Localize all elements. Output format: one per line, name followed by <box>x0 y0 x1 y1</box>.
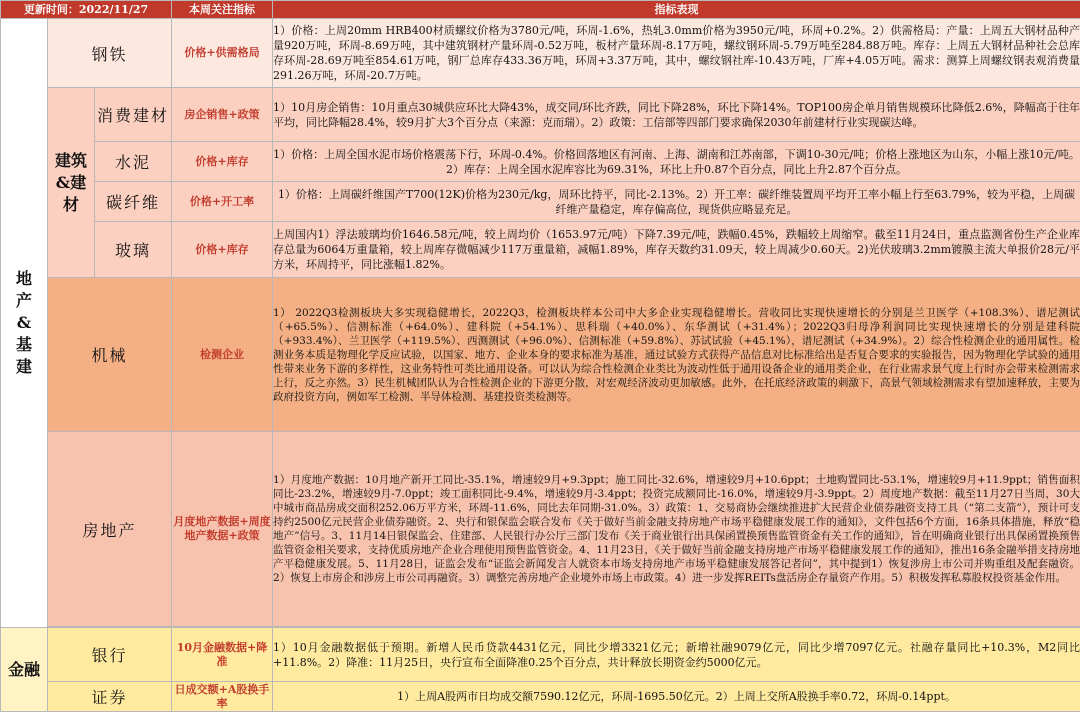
name-consumer-building: 消费建材 <box>95 88 172 142</box>
desc-steel: 1）价格：上周20mm HRB400材质螺纹价格为3780元/吨，环周-1.6%，热轧3.0mm价格为3950元/吨，环周+0.2%。2）供需格局：产量：上周五大钢材品种产量920万吨，环周-8.69万吨，其中建筑钢材产量环周-0.52万吨，板材产量环周-8.17万吨，螺纹钢环周-5.79万吨至284.88万吨。库存：上周五大钢材品种社会总库存环周-28.69万吨至854.61万吨，钢厂总库存433.36万吨，环周+3.37万吨，其中，螺纹钢社库-10.43万吨，厂库+4.05万吨。需求：测算上周螺纹钢表观消费量291.26万吨，环周-20.7万吨。 <box>273 19 1080 88</box>
indicator-bank: 10月金融数据+降准 <box>172 628 273 682</box>
indicator-column-header: 本周关注指标 <box>172 1 273 19</box>
desc-securities: 1）上周A股两市日均成交额7590.12亿元，环周-1695.50亿元。2）上周上交所A股换手率0.72，环周-0.14ppt。 <box>273 682 1080 712</box>
row-property <box>1 432 1080 627</box>
header-row <box>1 1 1080 19</box>
row-consumer <box>1 88 1080 142</box>
name-machinery: 机械 <box>48 278 172 432</box>
name-property: 房地产 <box>48 432 172 627</box>
name-bank: 银行 <box>48 628 172 682</box>
row-securities <box>1 682 1080 712</box>
desc-glass: 上周国内1）浮法玻璃均价1646.58元/吨，较上周均价（1653.97元/吨）下降7.39元/吨，跌幅0.45%，跌幅较上周缩窄。截至11月24日，重点监测省份生产企业库存总量为6064万重量箱，较上周库存微幅减少117万重量箱，减幅1.89%，库存天数约31.09天，较上周减少0.60天。2)光伏玻璃3.2mm镀膜主流大单报价28元/平方米，环周持平，同比涨幅1.82%。 <box>273 222 1080 278</box>
name-carbon-fiber: 碳纤维 <box>95 182 172 222</box>
indicator-property: 月度地产数据+周度地产数据+政策 <box>172 432 273 627</box>
name-steel: 钢铁 <box>48 19 172 88</box>
desc-consumer-building: 1）10月房企销售：10月重点30城供应环比大降43%，成交同/环比齐跌，同比下降28%，环比下降14%。TOP100房企单月销售规模环比降低2.6%，降幅高于往年平均，同比降幅28.4%，较9月扩大3个百分点（来源：克而瑞）。2）政策：工信部等四部门要求确保2030年前建材行业实现碳达峰。 <box>273 88 1080 142</box>
sector-finance: 金融 <box>1 628 48 712</box>
indicator-securities: 日成交额+A股换手率 <box>172 682 273 712</box>
sector-realestate-infra: 地产&基建 <box>1 19 48 628</box>
desc-machinery: 1） 2022Q3检测板块大多实现稳健增长，2022Q3，检测板块样本公司中大多企业实现稳健增长。营收同比实现快速增长的分别是兰卫医学（+108.3%）、谱尼测试（+65.5%）、信测标准（+64.0%）、建科院（+54.1%）、思科瑞（+40.0%）、东华测试（+31.4%）；2022Q3归母净利润同比实现快速增长的分别是建科院（+933.4%）、兰卫医学（+119.5%）、西测测试（+96.0%）、信测标准（+59.8%）、苏试试验（+45.1%），谱尼测试（+34.9%）。2）综合性检测企业的通用属性。检测业务本质是物理化学反应试验，以国家、地方、企业本身的要求标准为基准，通过试验方式获得产品信息对比标准给出是否复合要求的实验报告，因为物理化学试验的通用性带来业务下游的多样性，这业务特性可类比通用设备。可以认为综合性检测企业类比为波动性低于通用设备企业的通用类企业，在行业需求景气度上行时亦会带来检测需求上行，反之亦然。3）民生机械团队认为合性检测企业的下游更分散，对宏观经济波动更加敏感。此外，在托底经济政策的刺激下，高景气领域检测需求有望加速释放，主要为政府投资方向，例如军工检测、半导体检测、基建投资类检测等。 <box>273 278 1080 432</box>
row-steel <box>1 19 1080 88</box>
update-time: 更新时间：2022/11/27 <box>1 1 172 19</box>
row-carbon-fiber <box>1 182 1080 222</box>
indicator-consumer-building: 房企销售+政策 <box>172 88 273 142</box>
row-machinery <box>1 278 1080 432</box>
name-glass: 玻璃 <box>95 222 172 278</box>
desc-cement: 1）价格：上周全国水泥市场价格震荡下行，环周-0.4%。价格回落地区有河南、上海、湖南和江苏南部，下调10-30元/吨；价格上涨地区为山东，小幅上涨10元/吨。2）库存：上周全国水泥库容比为69.31%，环比上升0.87个百分点，同比上升2.87个百分点。 <box>273 142 1080 182</box>
sector-building: 建筑&建材 <box>48 88 95 278</box>
name-securities: 证券 <box>48 682 172 712</box>
desc-property: 1）月度地产数据：10月地产新开工同比-35.1%，增速较9月+9.3ppt；施工同比-32.6%，增速较9月+10.6ppt；土地购置同比-53.1%，增速较9月+11.9ppt；销售面积同比-23.2%，增速较9月-7.0ppt；竣工面积同比-9.4%，增速较9月-3.4ppt；投资完成额同比-16.0%，增速较9月-3.9ppt。2）周度地产数据：截至11月27日当周，30大中城市商品房成交面积252.06万平方米，环周-11.6%，同比去年同期-31.0%。3）政策：1、交易商协会继续推进扩大民营企业债券融资支持工具（“第二支箭”），预计可支持约2500亿元民营企业债券融资。2、央行和银保监会联合发布《关于做好当前金融支持房地产市场平稳健康发展工作的通知》，文件包括6个方面，16条具体措施，释放“稳地产”信号。3、11月14日银保监会、住建部、人民银行办公厅三部门发布《关于商业银行出具保函置换预售监管资金有关工作的通知》，旨在明确商业银行出具保函置换预售监管资金相关要求，支持优质房地产企业合理使用预售监管资金。4、11月23日，《关于做好当前金融支持房地产市场平稳健康发展工作的通知》，推出16条金融举措支持房地产平稳健康发展。5、11月28日，证监会发布“证监会新闻发言人就资本市场支持房地产市场平稳健康发展答记者问”，其中提到1）恢复涉房上市公司并购重组及配套融资。2）恢复上市房企和涉房上市公司再融资。3）调整完善房地产企业境外市场上市政策。4）进一步发挥REITs盘活房企存量资产作用。5）积极发挥私募股权投资基金作用。 <box>273 432 1080 627</box>
row-bank <box>1 628 1080 682</box>
desc-carbon-fiber: 1）价格：上周碳纤维国产T700(12K)价格为230元/kg，周环比持平，同比-2.13%。2）开工率：碳纤维装置周平均开工率小幅上行至63.79%，较为平稳，上周碳纤维产量稳定，库存偏高位，现货供应略显充足。 <box>273 182 1080 222</box>
indicator-cement: 价格+库存 <box>172 142 273 182</box>
row-cement <box>1 142 1080 182</box>
row-glass <box>1 222 1080 278</box>
indicator-carbon-fiber: 价格+开工率 <box>172 182 273 222</box>
indicator-glass: 价格+库存 <box>172 222 273 278</box>
indicator-machinery: 检测企业 <box>172 278 273 432</box>
indicator-steel: 价格+供需格局 <box>172 19 273 88</box>
performance-column-header: 指标表现 <box>273 1 1080 19</box>
name-cement: 水泥 <box>95 142 172 182</box>
desc-bank: 1）10月金融数据低于预期。新增人民币贷款4431亿元，同比少增3321亿元；新增社融9079亿元，同比少增7097亿元。社融存量同比+10.3%，M2同比+11.8%。2）降准：11月25日，央行宣布全面降准0.25个百分点，共计释放长期资金约5000亿元。 <box>273 628 1080 682</box>
